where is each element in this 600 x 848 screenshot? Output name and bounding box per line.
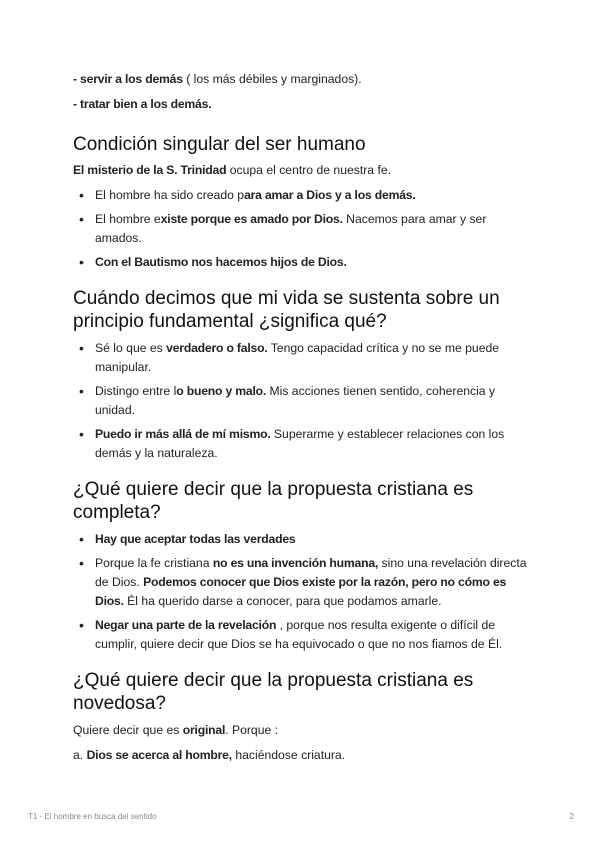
list-item: • El hombre ha sido creado para amar a Dios y a los demás. [73, 186, 533, 205]
page-content [73, 70, 533, 765]
intro-line-1: - servir a los demás ( los más débiles y marginados). [73, 72, 362, 86]
section-2-heading: Cuándo decimos que mi vida se sustenta sobre un principio fundamental ¿significa qué? [73, 288, 500, 332]
list-item: • Porque la fe cristiana no es una invención humana, sino una revelación directa de Dios. Podemos conocer que Dios existe por la razón, pero no cómo es Dios. Él ha querido darse a conocer, para que podamos amarle. [73, 554, 533, 611]
section-3-heading: ¿Qué quiere decir que la propuesta cristiana es completa? [73, 479, 474, 523]
section-1-paragraph: El misterio de la S. Trinidad ocupa el centro de nuestra fe. [73, 163, 391, 177]
list-item: • Puedo ir más allá de mí mismo. Superarme y establecer relaciones con los demás y la naturaleza. [73, 425, 533, 463]
section-4-heading: ¿Qué quiere decir que la propuesta cristiana es novedosa? [73, 670, 474, 714]
section-2-list [73, 339, 533, 463]
section-4-paragraph-1: Quiere decir que es original. Porque : [73, 723, 279, 737]
section-4-paragraph-2: a. Dios se acerca al hombre, haciéndose criatura. [73, 748, 346, 762]
list-item: • El hombre existe porque es amado por Dios. Nacemos para amar y ser amados. [73, 210, 533, 248]
page-number: 2 [569, 812, 574, 821]
list-item: • Con el Bautismo nos hacemos hijos de Dios. [73, 253, 533, 272]
list-item: • Distingo entre lo bueno y malo. Mis acciones tienen sentido, coherencia y unidad. [73, 382, 533, 420]
section-1-heading: Condición singular del ser humano [73, 134, 366, 155]
list-item: • Sé lo que es verdadero o falso. Tengo capacidad crítica y no se me puede manipular. [73, 339, 533, 377]
page-footer [28, 812, 574, 821]
list-item: • Negar una parte de la revelación , porque nos resulta exigente o difícil de cumplir, quiere decir que Dios se ha equivocado o que no nos fiamos de Él. [73, 616, 533, 654]
section-3-list [73, 530, 533, 654]
footer-title: T1 - El hombre en busca del sentido [28, 812, 157, 821]
intro-line-2: - tratar bien a los demás. [73, 97, 212, 111]
section-1-list [73, 186, 533, 272]
list-item: • Hay que aceptar todas las verdades [73, 530, 533, 549]
